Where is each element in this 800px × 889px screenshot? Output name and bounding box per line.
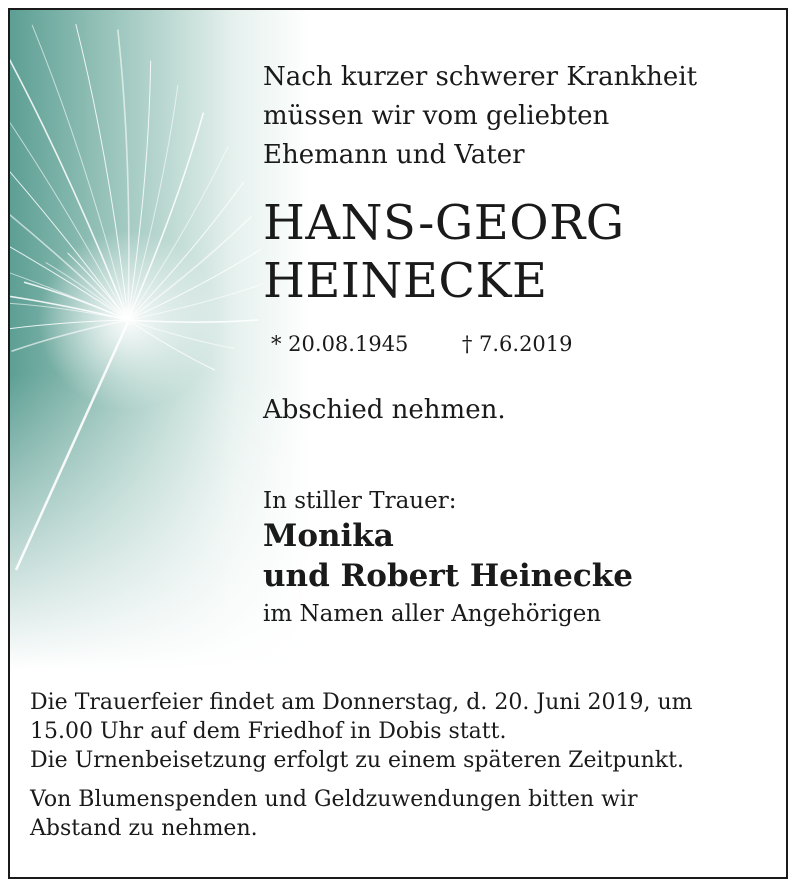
donations-line-2: Abstand zu nehmen. — [30, 816, 258, 841]
funeral-service-line-2: 15.00 Uhr auf dem Friedhof in Dobis statt. — [30, 719, 507, 744]
birth-date: * 20.08.1945 — [271, 332, 409, 356]
deceased-last-name: HEINECKE — [263, 253, 548, 309]
life-dates — [271, 330, 573, 358]
mourning-intro: In stiller Trauer: — [263, 488, 457, 514]
obituary-frame — [8, 8, 788, 879]
intro-line-3: Ehemann und Vater — [263, 140, 525, 170]
bereaved-line-2: und Robert Heinecke — [263, 558, 633, 594]
intro-text — [263, 58, 697, 175]
bereaved-names — [263, 516, 633, 596]
deceased-name — [263, 194, 625, 310]
funeral-service-text — [30, 688, 780, 746]
intro-line-2: müssen wir vom geliebten — [263, 101, 610, 131]
on-behalf-note: im Namen aller Angehörigen — [263, 601, 602, 627]
donations-line-1: Von Blumenspenden und Geldzuwendungen bitten wir — [30, 787, 638, 812]
urn-burial-text: Die Urnenbeisetzung erfolgt zu einem späteren Zeitpunkt. — [30, 748, 684, 773]
donations-text — [30, 785, 780, 843]
funeral-notice — [30, 688, 780, 843]
deceased-first-name: HANS-GEORG — [263, 195, 625, 251]
intro-line-1: Nach kurzer schwerer Krankheit — [263, 62, 698, 92]
bereaved-line-1: Monika — [263, 518, 394, 554]
funeral-service-line-1: Die Trauerfeier findet am Donnerstag, d. 20. Juni 2019, um — [30, 690, 693, 715]
death-date: † 7.6.2019 — [461, 332, 573, 356]
farewell-text: Abschied nehmen. — [263, 395, 506, 425]
